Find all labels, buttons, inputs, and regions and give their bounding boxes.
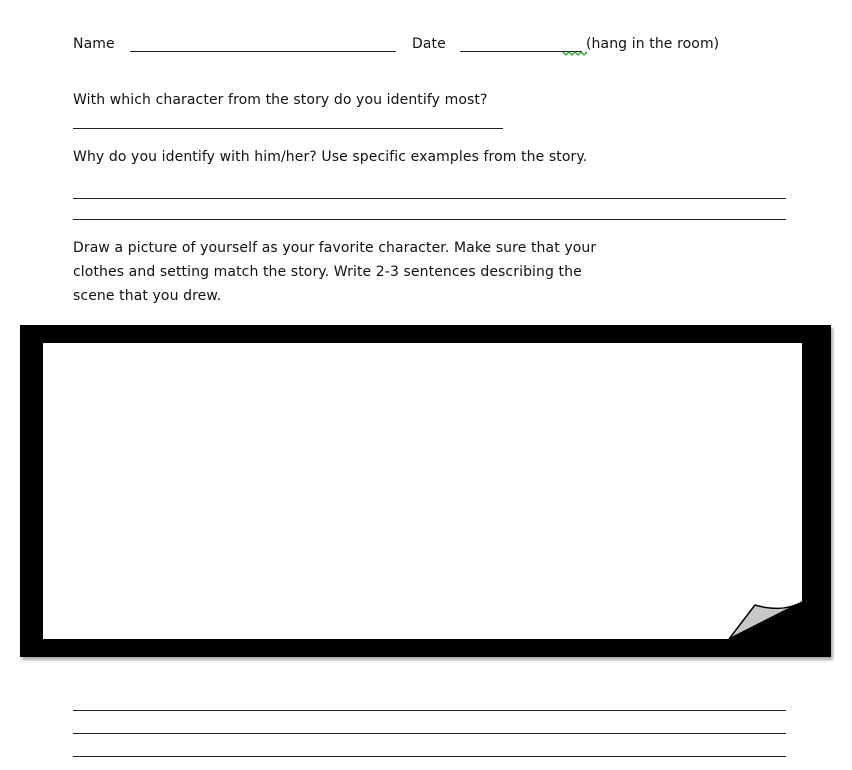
sentence-line-3[interactable] bbox=[73, 756, 786, 757]
hang-note: (hang in the room) bbox=[586, 36, 720, 52]
drawing-frame bbox=[20, 325, 831, 657]
name-label: Name bbox=[73, 36, 115, 52]
answer-line-why-1[interactable] bbox=[73, 198, 786, 199]
page-curl-icon bbox=[43, 343, 802, 639]
question-why: Why do you identify with him/her? Use specific examples from the story. bbox=[73, 149, 588, 165]
instruction-line-1: Draw a picture of yourself as your favorite character. Make sure that your bbox=[73, 240, 597, 256]
sentence-line-1[interactable] bbox=[73, 710, 786, 711]
name-field-line[interactable] bbox=[130, 51, 396, 52]
sentence-line-2[interactable] bbox=[73, 733, 786, 734]
answer-line-character[interactable] bbox=[73, 128, 503, 129]
instruction-line-2: clothes and setting match the story. Write 2-3 sentences describing the bbox=[73, 264, 582, 280]
instruction-line-3: scene that you drew. bbox=[73, 288, 222, 304]
drawing-area[interactable] bbox=[43, 343, 802, 639]
date-label: Date bbox=[412, 36, 446, 52]
answer-line-why-2[interactable] bbox=[73, 219, 786, 220]
question-character: With which character from the story do you identify most? bbox=[73, 92, 488, 108]
spellcheck-squiggle bbox=[562, 49, 588, 57]
